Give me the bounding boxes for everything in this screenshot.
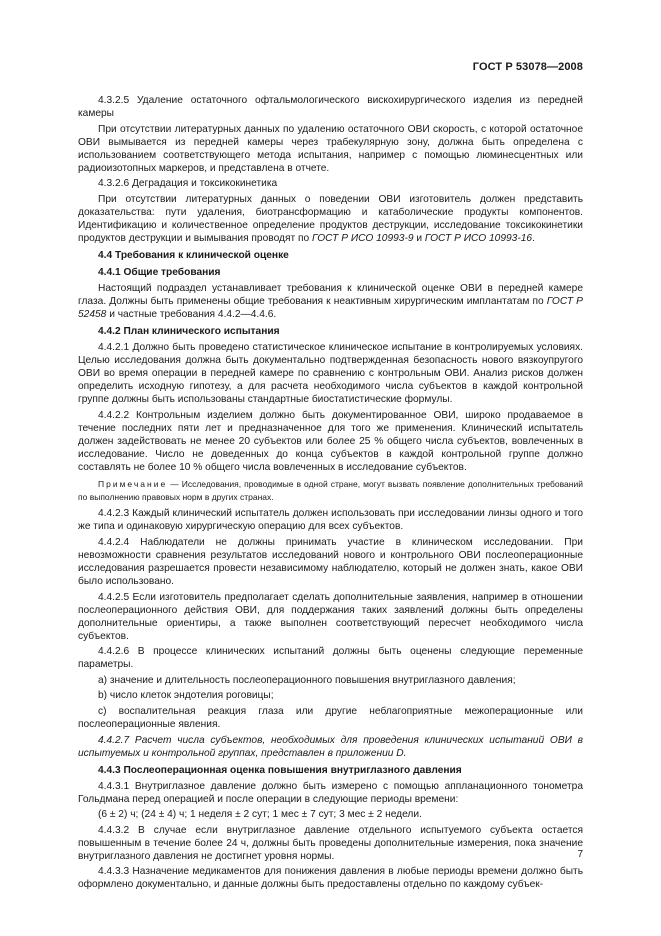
page-number: 7 xyxy=(577,849,583,860)
note-text: — Исследования, проводимые в одной стране, могут вызвать появление дополнительных требований по выполнению правовых норм в других странах. xyxy=(78,479,583,502)
paragraph-text: При отсутствии литературных данных о поведении ОВИ изготовитель должен представить доказательства: пути удаления, биотрансформацию и катаболические продукты компонентов. Идентификацию и количественное определение продуктов деструкции, исследование токсикокинетики продуктов деструкции и вымывания проводят по xyxy=(78,193,583,244)
document-code-header: ГОСТ Р 53078—2008 xyxy=(472,61,583,73)
paragraph xyxy=(78,193,583,245)
time-periods: (6 ± 2) ч; (24 ± 4) ч; 1 неделя ± 2 сут; 1 мес ± 7 сут; 3 мес ± 2 недели. xyxy=(98,809,422,821)
standard-reference: ГОСТ Р ИСО 10993-9 xyxy=(312,232,414,244)
note-label: Примечание xyxy=(98,479,168,490)
section-heading-4-4: 4.4 Требования к клинической оценке xyxy=(98,250,289,262)
clause-4-4-2-7: 4.4.2.7 Расчет числа субъектов, необходимых для проведения клинических испытаний ОВИ в испытуемых и контрольной группах, представлен в приложении D. xyxy=(78,734,583,759)
section-heading-4-4-1: 4.4.1 Общие требования xyxy=(98,267,221,279)
clause-4-4-3-1: 4.4.3.1 Внутриглазное давление должно быть измерено с помощью аппланационного тонометра Гольдмана перед операцией и после операции в следующие периоды времени: xyxy=(78,780,583,805)
standard-reference: ГОСТ Р 52458 xyxy=(78,296,583,321)
clause-4-4-3-2: 4.4.3.2 В случае если внутриглазное давление отдельного испытуемого субъекта остается повышенным в течение более 24 ч, должны быть проведены дополнительные измерения, пока значение внутриглазного давления не достигнет уровня нормы. xyxy=(78,824,583,862)
paragraph-text: Настоящий подраздел устанавливает требования к клинической оценке ОВИ в передней камере глаза. Должны быть применены общие требования к неактивным хирургическим имплантатам по xyxy=(78,283,583,308)
clause-4-4-2-5: 4.4.2.5 Если изготовитель предполагает сделать дополнительные заявления, например в отношении послеоперационного действия ОВИ, для поддержания таких заявлений должны быть определены дополнительные ориентиры, а также выполнен соответствующий пересчет необходимого числа субъектов. xyxy=(78,591,583,642)
document-body xyxy=(78,94,583,894)
clause-4-4-3-3: 4.4.3.3 Назначение медикаментов для понижения давления в любые периоды времени должно быть оформлено документально, и данные должны быть предоставлены отдельно по каждому субъек- xyxy=(78,866,583,891)
paragraph xyxy=(78,282,583,321)
list-item: a) значение и длительность послеоперационного повышения внутриглазного давления; xyxy=(98,674,516,686)
list-item: b) число клеток эндотелия роговицы; xyxy=(98,690,274,702)
clause-4-3-2-5: 4.3.2.5 Удаление остаточного офтальмологического вискохирургического изделия из передней камеры xyxy=(78,95,583,120)
punctuation: . xyxy=(532,232,535,244)
standard-reference: ГОСТ Р ИСО 10993-16 xyxy=(424,232,533,244)
paragraph: При отсутствии литературных данных по удалению остаточного ОВИ скорость, с которой остаточное ОВИ вымывается из передней камеры через трабекулярную зону, должна быть определена с использованием соответствующего метода испытания, например с помощью люминесцентных или радиоизотопных маркеров, и представлена в отчете. xyxy=(78,123,583,174)
list-item: c) воспалительная реакция глаза или другие неблагоприятные межоперационные или послеоперационные явления. xyxy=(78,705,583,730)
clause-4-3-2-6: 4.3.2.6 Деградация и токсикокинетика xyxy=(98,178,278,190)
clause-4-4-2-3: 4.4.2.3 Каждый клинический испытатель должен использовать при исследовании линзы одного и того же типа и одинаковую хирургическую операцию для всех субъектов. xyxy=(78,508,583,533)
clause-4-4-2-4: 4.4.2.4 Наблюдатели не должны принимать участие в клиническом исследовании. При невозможности сравнения результатов исследований нового и контрольного ОВИ послеоперационные исследования разрешается провести независимому наблюдателю, который не должен знать, какое ОВИ было использовано. xyxy=(78,536,583,587)
paragraph-text: и частные требования 4.4.2—4.4.6. xyxy=(109,309,277,321)
clause-4-4-2-1: 4.4.2.1 Должно быть проведено статистическое клиническое испытание в контролируемых условиях. Целью исследования должна быть документально подтвержденная безопасность нового вязкоупругого ОВИ во время операции в передней камере по сравнению с контрольным ОВИ. Анализ рисков должен определить исходную гипотезу, а для расчета необходимого числа субъектов в каждой контрольной группе должны быть использованы стандартные биостатистические формулы. xyxy=(78,342,583,406)
clause-4-4-2-6: 4.4.2.6 В процессе клинических испытаний должны быть оценены следующие переменные параметры. xyxy=(78,646,583,671)
section-heading-4-4-3: 4.4.3 Послеоперационная оценка повышения внутриглазного давления xyxy=(98,764,462,776)
note xyxy=(78,478,583,503)
clause-4-4-2-2: 4.4.2.2 Контрольным изделием должно быть документированное ОВИ, широко продаваемое в течение последних пяти лет и предназначенное для того же применения. Клинический испытатель должен задействовать не менее 20 субъектов или более 25 % общего числа субъектов, вовлеченных в исследование. Число не доведенных до конца субъектов в каждой контрольной группе должно составлять не более 10 % общего числа вовлеченных в исследование субъектов. xyxy=(78,410,583,474)
section-heading-4-4-2: 4.4.2 План клинического испытания xyxy=(98,326,280,338)
conjunction: и xyxy=(416,232,423,244)
